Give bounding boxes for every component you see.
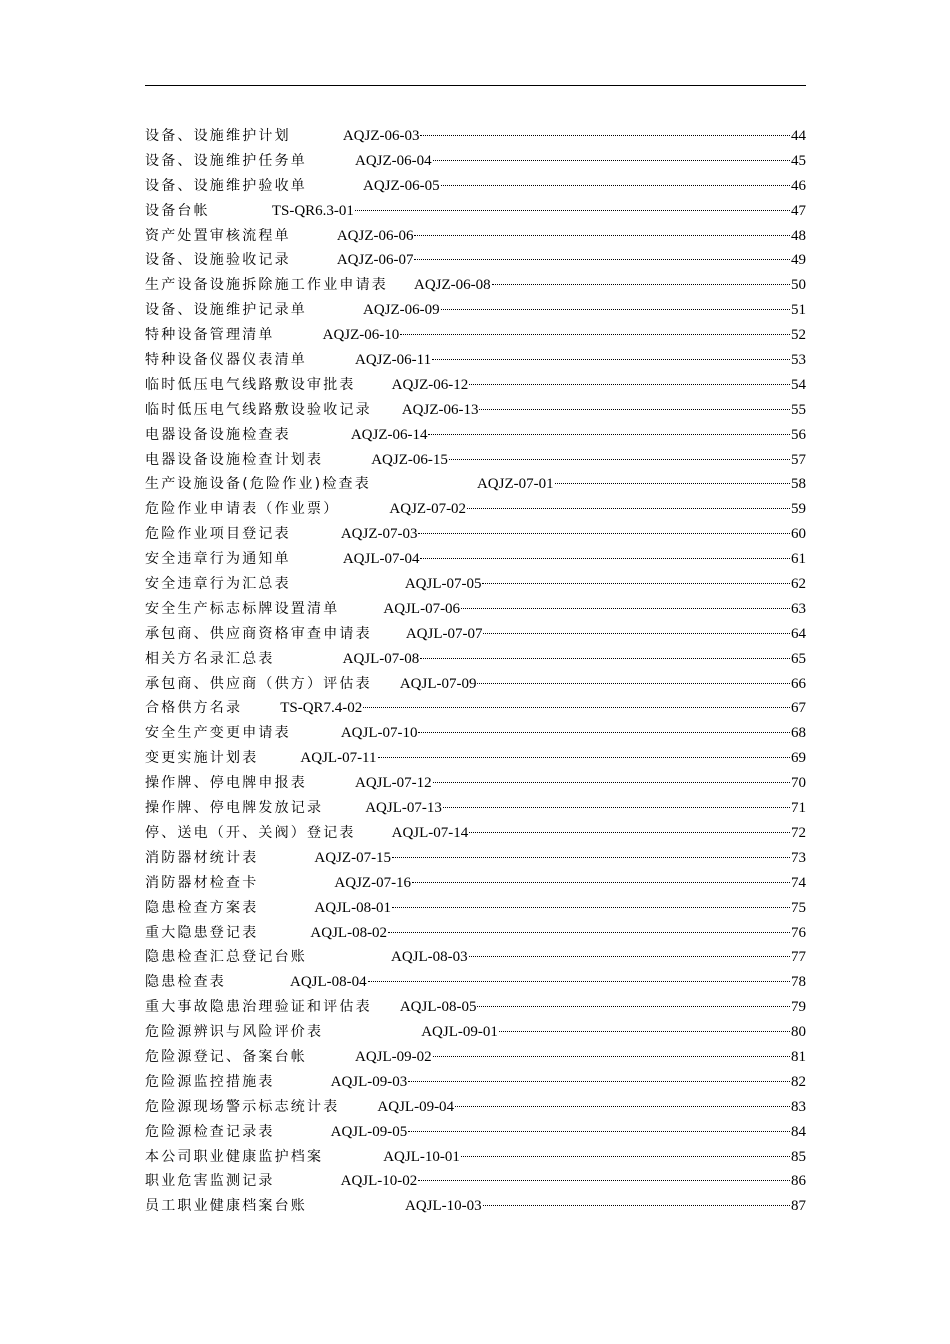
toc-entry-title: 危险源现场警示标志统计表	[145, 1098, 340, 1115]
toc-dot-leader	[441, 308, 790, 310]
toc-entry-title: 停、送电（开、关阀）登记表	[145, 824, 356, 841]
toc-entry-code: AQJL-07-10	[340, 725, 418, 742]
toc-dot-leader	[412, 881, 790, 883]
toc-entry-code: AQJZ-06-05	[363, 177, 440, 194]
toc-dot-leader	[420, 134, 790, 136]
toc-entry-title: 安全违章行为汇总表	[145, 576, 291, 593]
header-rule	[145, 85, 806, 86]
toc-entry-page-number: 76	[791, 924, 806, 941]
toc-entry[interactable]	[145, 448, 806, 473]
toc-dot-leader	[433, 781, 790, 783]
toc-entry-title: 特种设备仪器仪表清单	[145, 352, 307, 369]
toc-entry-code: AQJL-07-06	[383, 600, 461, 617]
toc-dot-leader	[418, 731, 790, 733]
toc-entry-code: AQJL-08-02	[310, 924, 388, 941]
toc-entry-code: AQJL-07-11	[300, 750, 377, 767]
toc-entry-code: AQJL-08-05	[399, 999, 477, 1016]
toc-dot-leader	[461, 607, 790, 609]
toc-entry-page-number: 65	[791, 650, 806, 667]
toc-entry-page-number: 60	[791, 526, 806, 543]
toc-entry[interactable]	[145, 696, 806, 721]
toc-entry-code: AQJZ-06-06	[336, 227, 414, 244]
toc-dot-leader	[420, 557, 790, 559]
toc-entry-title: 特种设备管理清单	[145, 327, 275, 344]
toc-entry[interactable]	[145, 1045, 806, 1070]
toc-entry-code: AQJL-07-08	[342, 650, 420, 667]
toc-dot-leader	[461, 1155, 790, 1157]
toc-dot-leader	[388, 931, 790, 933]
toc-entry-code: AQJZ-06-09	[363, 302, 440, 319]
toc-entry-code: AQJL-08-03	[391, 949, 468, 966]
toc-dot-leader	[363, 706, 790, 708]
toc-dot-leader	[408, 1080, 790, 1082]
toc-dot-leader	[433, 159, 790, 161]
toc-entry-code: AQJL-10-03	[405, 1198, 482, 1215]
toc-entry-page-number: 81	[791, 1048, 806, 1065]
toc-dot-leader	[441, 184, 790, 186]
toc-entry-code: AQJZ-06-13	[401, 401, 479, 418]
toc-entry-title: 资产处置审核流程单	[145, 227, 291, 244]
toc-dot-leader	[418, 532, 790, 534]
toc-entry[interactable]	[145, 224, 806, 249]
toc-dot-leader	[469, 831, 790, 833]
toc-entry[interactable]	[145, 273, 806, 298]
toc-entry-code: AQJZ-06-03	[342, 128, 420, 144]
toc-entry-page-number: 47	[791, 202, 806, 219]
toc-dot-leader	[477, 682, 790, 684]
toc-entry[interactable]	[145, 298, 806, 323]
toc-entry-page-number: 82	[791, 1073, 806, 1090]
toc-entry[interactable]	[145, 348, 806, 373]
toc-entry-code: AQJZ-06-10	[322, 327, 400, 344]
toc-entry-page-number: 64	[791, 625, 806, 642]
toc-entry-code: AQJL-10-01	[383, 1148, 460, 1165]
toc-entry-code: AQJL-09-05	[330, 1123, 408, 1140]
toc-entry[interactable]	[145, 522, 806, 547]
toc-dot-leader	[392, 856, 790, 858]
toc-entry-title: 临时低压电气线路敷设审批表	[145, 376, 356, 393]
toc-entry-title: 危险源监控措施表	[145, 1073, 275, 1090]
toc-dot-leader	[467, 507, 790, 509]
toc-entry-title: 本公司职业健康监护档案	[145, 1148, 324, 1165]
toc-entry-code: AQJL-08-04	[290, 974, 367, 991]
toc-entry[interactable]	[145, 821, 806, 846]
toc-entry-page-number: 55	[791, 401, 806, 418]
toc-entry-code: AQJZ-07-16	[334, 874, 412, 891]
toc-entry[interactable]	[145, 647, 806, 672]
toc-entry-title: 设备台帐	[145, 202, 210, 219]
toc-dot-leader	[449, 458, 790, 460]
toc-entry[interactable]	[145, 472, 806, 497]
toc-entry-code: AQJL-10-02	[340, 1173, 418, 1190]
toc-entry-title: 设备、设施维护记录单	[145, 302, 307, 319]
toc-entry-page-number: 63	[791, 600, 806, 617]
toc-entry-title: 隐患检查方案表	[145, 899, 259, 916]
toc-entry[interactable]	[145, 174, 806, 199]
toc-entry[interactable]	[145, 1120, 806, 1145]
toc-entry-page-number: 52	[791, 327, 806, 344]
toc-entry-title: 设备、设施验收记录	[145, 252, 291, 269]
toc-entry-code: AQJZ-06-11	[355, 352, 432, 369]
toc-entry-title: 设备、设施维护验收单	[145, 177, 307, 194]
toc-entry[interactable]	[145, 572, 806, 597]
toc-entry-title: 安全违章行为通知单	[145, 551, 291, 568]
toc-entry-page-number: 69	[791, 750, 806, 767]
toc-entry-title: 重大隐患登记表	[145, 924, 259, 941]
toc-entry-code: TS-QR7.4-02	[280, 700, 363, 717]
toc-entry-page-number: 85	[791, 1148, 806, 1165]
toc-entry-title: 安全生产变更申请表	[145, 725, 291, 742]
toc-entry-title: 设备、设施维护任务单	[145, 152, 307, 169]
toc-dot-leader	[482, 582, 790, 584]
toc-entry-code: AQJZ-06-04	[355, 152, 432, 169]
toc-entry-page-number: 71	[791, 800, 806, 817]
toc-entry-title: 危险作业项目登记表	[145, 526, 291, 543]
toc-entry-title: 员工职业健康档案台账	[145, 1198, 307, 1215]
toc-entry-page-number: 61	[791, 551, 806, 568]
toc-entry[interactable]	[145, 896, 806, 921]
toc-entry-page-number: 73	[791, 849, 806, 866]
toc-entry[interactable]	[145, 796, 806, 821]
toc-entry[interactable]	[145, 149, 806, 174]
toc-entry-page-number: 44	[791, 128, 806, 144]
toc-entry-page-number: 54	[791, 376, 806, 393]
toc-entry-title: 变更实施计划表	[145, 750, 259, 767]
toc-dot-leader	[428, 433, 790, 435]
toc-dot-leader	[499, 1030, 790, 1032]
toc-entry-title: 操作牌、停电牌申报表	[145, 775, 307, 792]
toc-dot-leader	[433, 1055, 790, 1057]
toc-entry[interactable]	[145, 124, 806, 149]
toc-entry-page-number: 83	[791, 1098, 806, 1115]
toc-entry-title: 生产设施设备(危险作业)检查表	[145, 476, 371, 493]
toc-entry-page-number: 80	[791, 1024, 806, 1041]
toc-entry[interactable]	[145, 995, 806, 1020]
toc-entry-title: 合格供方名录	[145, 700, 243, 717]
toc-dot-leader	[414, 234, 790, 236]
toc-entry-page-number: 66	[791, 675, 806, 692]
toc-entry[interactable]	[145, 1145, 806, 1170]
toc-entry-code: AQJL-07-13	[365, 800, 442, 817]
toc-entry-code: AQJL-08-01	[314, 899, 392, 916]
toc-entry-code: AQJL-09-01	[421, 1024, 498, 1041]
toc-entry-title: 相关方名录汇总表	[145, 650, 275, 667]
toc-entry-page-number: 70	[791, 775, 806, 792]
toc-entry-code: TS-QR6.3-01	[271, 202, 354, 219]
toc-entry[interactable]	[145, 945, 806, 970]
toc-entry-code: AQJL-07-09	[399, 675, 477, 692]
toc-entry-page-number: 87	[791, 1198, 806, 1215]
toc-entry-code: AQJZ-06-07	[336, 252, 414, 269]
toc-entry-page-number: 51	[791, 302, 806, 319]
toc-entry-page-number: 77	[791, 949, 806, 966]
toc-entry-page-number: 84	[791, 1123, 806, 1140]
toc-entry[interactable]	[145, 771, 806, 796]
toc-entry[interactable]	[145, 423, 806, 448]
toc-dot-leader	[483, 632, 790, 634]
toc-dot-leader	[414, 258, 790, 260]
toc-entry[interactable]	[145, 1020, 806, 1045]
toc-entry[interactable]	[145, 846, 806, 871]
toc-dot-leader	[443, 806, 790, 808]
toc-dot-leader	[455, 1105, 790, 1107]
toc-entry[interactable]	[145, 199, 806, 224]
toc-entry-title: 承包商、供应商（供方）评估表	[145, 675, 372, 692]
toc-entry-title: 安全生产标志标牌设置清单	[145, 600, 340, 617]
toc-entry-title: 危险作业申请表（作业票）	[145, 501, 340, 518]
toc-dot-leader	[469, 955, 790, 957]
toc-entry[interactable]	[145, 597, 806, 622]
toc-entry-page-number: 57	[791, 451, 806, 468]
toc-entry-code: AQJL-07-07	[405, 625, 483, 642]
toc-dot-leader	[355, 209, 790, 211]
toc-entry-page-number: 75	[791, 899, 806, 916]
toc-entry-code: AQJL-07-14	[391, 824, 469, 841]
toc-dot-leader	[392, 906, 790, 908]
toc-entry-page-number: 67	[791, 700, 806, 717]
toc-entry-page-number: 53	[791, 352, 806, 369]
toc-entry-title: 临时低压电气线路敷设验收记录	[145, 401, 372, 418]
toc-entry-page-number: 79	[791, 999, 806, 1016]
toc-entry-title: 设备、设施维护计划	[145, 128, 291, 144]
toc-dot-leader	[479, 408, 790, 410]
toc-entry-page-number: 74	[791, 874, 806, 891]
toc-dot-leader	[420, 657, 790, 659]
toc-entry-page-number: 58	[791, 476, 806, 493]
toc-entry-title: 重大事故隐患治理验证和评估表	[145, 999, 372, 1016]
toc-entry[interactable]	[145, 1070, 806, 1095]
toc-entry[interactable]	[145, 373, 806, 398]
toc-entry-title: 隐患检查表	[145, 974, 226, 991]
toc-entry-code: AQJZ-07-01	[476, 476, 554, 493]
toc-entry[interactable]	[145, 497, 806, 522]
toc-dot-leader	[555, 482, 790, 484]
toc-entry-page-number: 78	[791, 974, 806, 991]
toc-entry[interactable]	[145, 248, 806, 273]
toc-dot-leader	[378, 756, 790, 758]
toc-dot-leader	[469, 383, 790, 385]
toc-entry[interactable]	[145, 672, 806, 697]
toc-entry-code: AQJZ-06-08	[414, 277, 491, 294]
toc-entry-code: AQJL-09-03	[330, 1073, 408, 1090]
toc-entry[interactable]	[145, 1169, 806, 1194]
toc-entry-title: 危险源检查记录表	[145, 1123, 275, 1140]
toc-entry[interactable]	[145, 547, 806, 572]
toc-entry-title: 危险源辨识与风险评价表	[145, 1024, 324, 1041]
toc-entry-title: 操作牌、停电牌发放记录	[145, 800, 324, 817]
toc-entry[interactable]	[145, 323, 806, 348]
toc-entry-code: AQJL-07-04	[342, 551, 420, 568]
toc-dot-leader	[483, 1204, 790, 1206]
toc-entry-title: 危险源登记、备案台帐	[145, 1048, 307, 1065]
toc-entry-page-number: 48	[791, 227, 806, 244]
toc-entry-page-number: 45	[791, 152, 806, 169]
toc-entry-code: AQJZ-07-03	[340, 526, 418, 543]
toc-dot-leader	[418, 1179, 790, 1181]
toc-entry-page-number: 56	[791, 426, 806, 443]
toc-entry-code: AQJL-09-02	[355, 1048, 432, 1065]
toc-entry-code: AQJZ-06-12	[391, 376, 469, 393]
toc-entry-title: 职业危害监测记录	[145, 1173, 275, 1190]
toc-entry-title: 消防器材检查卡	[145, 874, 259, 891]
toc-entry-page-number: 68	[791, 725, 806, 742]
toc-dot-leader	[477, 1005, 790, 1007]
toc-entry-page-number: 46	[791, 177, 806, 194]
toc-entry-code: AQJZ-07-15	[314, 849, 392, 866]
toc-entry-title: 生产设备设施拆除施工作业申请表	[145, 277, 388, 294]
toc-entry[interactable]	[145, 622, 806, 647]
toc-entry-page-number: 72	[791, 824, 806, 841]
toc-entry[interactable]	[145, 921, 806, 946]
toc-entry-title: 承包商、供应商资格审查申请表	[145, 625, 372, 642]
toc-dot-leader	[408, 1130, 790, 1132]
toc-entry-title: 电器设备设施检查表	[145, 426, 291, 443]
toc-entry-page-number: 50	[791, 277, 806, 294]
toc-entry-code: AQJZ-07-02	[389, 501, 467, 518]
toc-entry[interactable]	[145, 746, 806, 771]
toc-entry-title: 隐患检查汇总登记台账	[145, 949, 307, 966]
toc-dot-leader	[368, 980, 790, 982]
toc-entry-page-number: 49	[791, 252, 806, 269]
toc-entry-page-number: 59	[791, 501, 806, 518]
toc-entry-code: AQJZ-06-15	[371, 451, 448, 468]
toc-entry-title: 消防器材统计表	[145, 849, 259, 866]
toc-entry[interactable]	[145, 970, 806, 995]
toc-dot-leader	[432, 358, 790, 360]
toc-entry[interactable]	[145, 721, 806, 746]
toc-entry-code: AQJL-09-04	[377, 1098, 455, 1115]
toc-entry-title: 电器设备设施检查计划表	[145, 451, 324, 468]
toc-entry[interactable]	[145, 1194, 806, 1219]
toc-entry[interactable]	[145, 871, 806, 896]
toc-dot-leader	[400, 333, 790, 335]
toc-entry-page-number: 86	[791, 1173, 806, 1190]
toc-entry-page-number: 62	[791, 576, 806, 593]
table-of-contents	[145, 124, 806, 1219]
toc-entry[interactable]	[145, 1095, 806, 1120]
toc-entry-code: AQJL-07-12	[355, 775, 432, 792]
toc-dot-leader	[492, 283, 790, 285]
toc-entry-code: AQJZ-06-14	[350, 426, 428, 443]
toc-entry[interactable]	[145, 398, 806, 423]
toc-entry-code: AQJL-07-05	[404, 576, 482, 593]
